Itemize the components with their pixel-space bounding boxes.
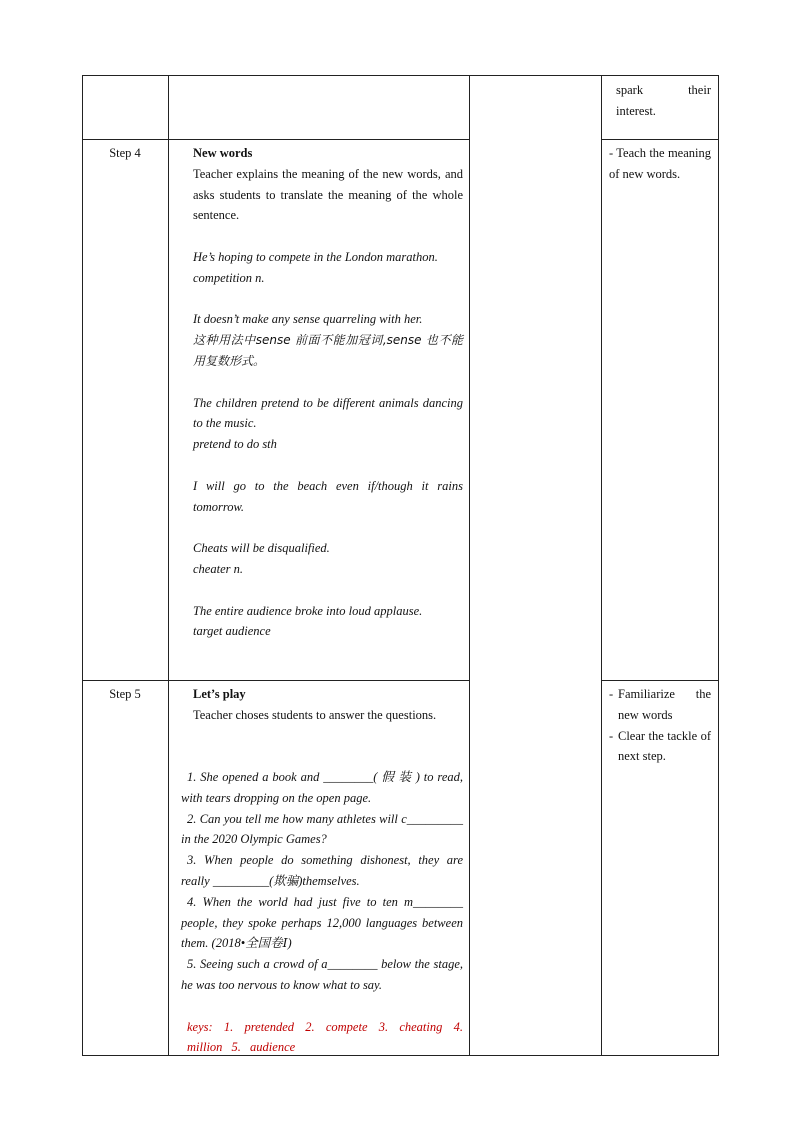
exercise-2: 2. Can you tell me how many athletes will c_________ in the 2020 Olympic Games? — [181, 811, 463, 847]
example-compete: He’s hoping to compete in the London marathon. — [193, 249, 438, 264]
row1-note-word-1: spark — [616, 83, 644, 97]
row1-note-word-3: interest. — [616, 103, 656, 118]
exercise-list — [181, 767, 463, 1058]
answer-keys: keys: 1. pretended 2. compete 3. cheating 4. million 5. audience — [187, 1019, 463, 1055]
note-pretend: pretend to do sth — [193, 437, 277, 452]
table-border-col3 — [601, 75, 602, 1056]
lets-play-heading: Let’s play — [193, 687, 246, 701]
exercise-4: 4. When the world had just five to ten m________ people, they spoke perhaps 12,000 languages between them. (2018•全国卷Ⅰ) — [181, 894, 463, 951]
example-cheats: Cheats will be disqualified. — [193, 541, 330, 556]
step-5-note-1: - Familiarize the new words — [609, 687, 711, 722]
example-sense: It doesn’t make any sense quarreling with her. — [193, 312, 423, 327]
table-border-right — [718, 75, 719, 1056]
new-words-intro: Teacher explains the meaning of the new words, and asks students to translate the meaning of the whole sentence. — [193, 166, 463, 223]
row-divider-1b — [601, 139, 719, 140]
example-even-if: I will go to the beach even if/though it rains tomorrow. — [193, 478, 463, 514]
note-cheater: cheater n. — [193, 561, 243, 576]
lesson-plan-table — [82, 75, 719, 1056]
step-4-label: Step 4 — [109, 146, 141, 160]
step-4-content — [193, 143, 463, 642]
exercise-1: 1. She opened a book and ________( 假 装 ) to read, with tears dropping on the open page. — [181, 770, 463, 805]
table-border-top — [82, 75, 719, 76]
step-4-note: - Teach the meaning of new words. — [609, 146, 711, 181]
step-5-content — [193, 684, 463, 726]
new-words-heading: New words — [193, 146, 253, 160]
step-5-label: Step 5 — [109, 687, 141, 701]
step-5-notes — [609, 684, 711, 767]
exercise-5: 5. Seeing such a crowd of a________ below the stage, he was too nervous to know what to say. — [181, 957, 463, 992]
row-divider-1a — [82, 139, 470, 140]
note-competition: competition n. — [193, 270, 265, 285]
table-border-col1 — [168, 75, 169, 1056]
example-pretend: The children pretend to be different animals dancing to the music. — [193, 395, 463, 431]
table-border-left — [82, 75, 83, 1056]
table-border-col2 — [469, 75, 470, 1056]
note-sense-chinese: 这种用法中sense 前面不能加冠词,sense 也不能用复数形式。 — [193, 333, 463, 368]
row-divider-2b — [601, 680, 719, 681]
example-audience: The entire audience broke into loud applause. — [193, 603, 423, 618]
step-5-note-2: - Clear the tackle of next step. — [609, 728, 711, 764]
row1-note-word-2: their — [688, 83, 711, 97]
note-target-audience: target audience — [193, 624, 271, 639]
row-divider-2a — [82, 680, 470, 681]
exercise-3: 3. When people do something dishonest, they are really _________(欺骗)themselves. — [181, 853, 463, 888]
row1-note — [616, 80, 711, 122]
lets-play-intro: Teacher choses students to answer the questions. — [193, 707, 437, 722]
